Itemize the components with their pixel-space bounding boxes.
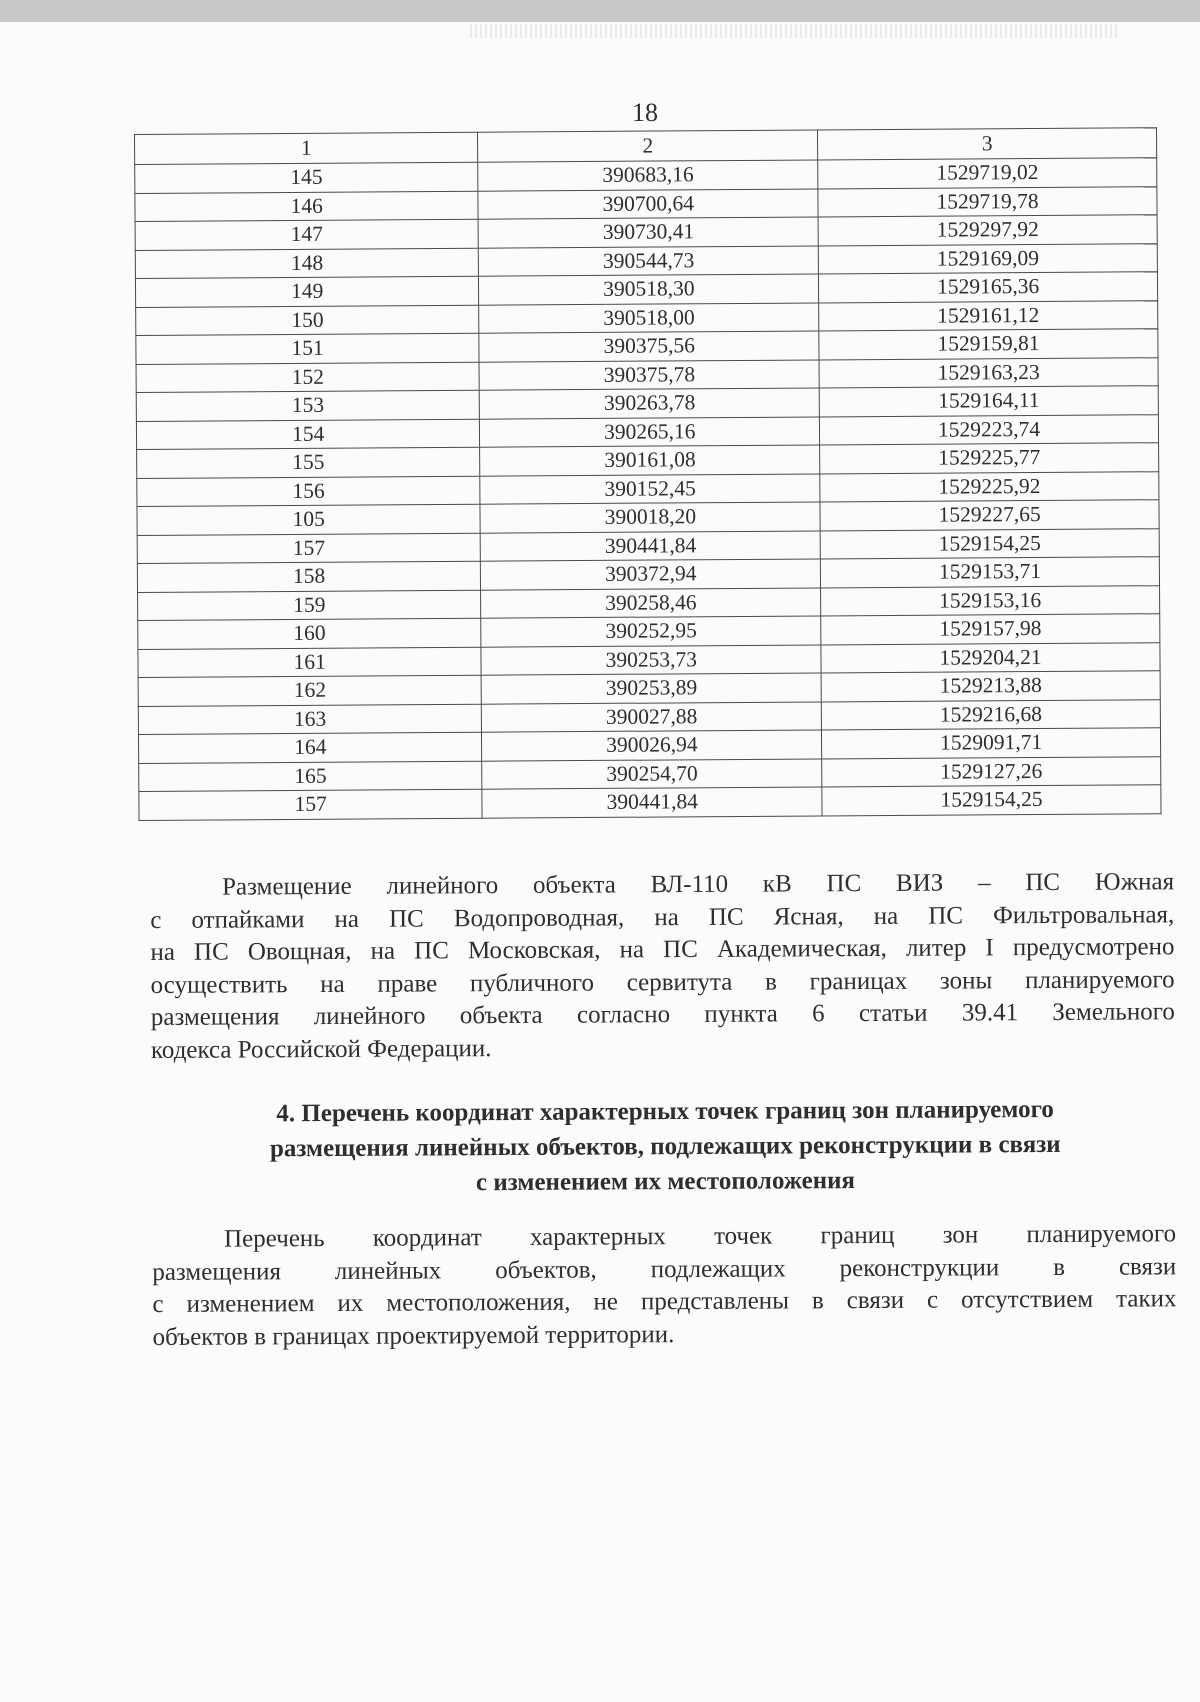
coordinate-x-cell: 390375,56	[479, 331, 819, 362]
column-header-1: 1	[135, 132, 479, 164]
coordinate-x-cell: 390258,46	[481, 587, 821, 618]
coordinate-x-cell: 390544,73	[479, 245, 819, 276]
point-number-cell: 162	[138, 675, 482, 706]
coordinate-y-cell: 1529719,02	[818, 158, 1157, 189]
paragraph-line: объектов в границах проектируемой территории.	[152, 1320, 675, 1351]
coordinate-x-cell: 390518,00	[479, 302, 819, 333]
point-number-cell: 157	[139, 789, 483, 820]
coordinate-y-cell: 1529169,09	[818, 243, 1157, 274]
point-number-cell: 164	[138, 732, 482, 763]
table-row	[139, 785, 1161, 820]
coordinates-table	[134, 127, 1162, 820]
heading-line: 4. Перечень координат характерных точек границ зон планируемого	[276, 1095, 1054, 1128]
coordinate-y-cell: 1529297,92	[818, 215, 1157, 246]
paragraph-line: с отпайками на ПС Водопроводная, на ПС Ясная, на ПС Фильтровальная,	[150, 900, 1175, 934]
point-number-cell: 146	[135, 191, 479, 222]
coordinate-y-cell: 1529164,11	[819, 386, 1158, 417]
coordinate-x-cell: 390372,94	[481, 559, 821, 590]
point-number-cell: 105	[137, 504, 481, 535]
paragraph-list-not-presented	[152, 1218, 1177, 1354]
coordinate-y-cell: 1529165,36	[819, 272, 1158, 303]
coordinate-x-cell: 390152,45	[480, 473, 820, 504]
coordinate-y-cell: 1529225,77	[820, 443, 1159, 474]
coordinate-y-cell: 1529157,98	[821, 614, 1160, 645]
paragraph-line: размещения линейных объектов, подлежащих реконструкции в связи	[152, 1252, 1177, 1286]
paragraph-line: на ПС Овощная, на ПС Московская, на ПС Академическая, литер I предусмотрено	[150, 933, 1175, 966]
coordinate-y-cell: 1529159,81	[819, 329, 1158, 360]
coordinate-y-cell: 1529204,21	[821, 642, 1160, 673]
coordinate-y-cell: 1529213,88	[821, 671, 1160, 702]
coordinate-x-cell: 390265,16	[480, 416, 820, 447]
coordinate-y-cell: 1529154,25	[820, 528, 1159, 559]
section-4-heading	[150, 1091, 1181, 1202]
coordinate-x-cell: 390253,73	[481, 644, 821, 675]
coordinate-x-cell: 390254,70	[482, 758, 822, 789]
point-number-cell: 165	[139, 761, 483, 792]
paragraph-placement	[150, 866, 1175, 1067]
column-header-2: 2	[478, 130, 818, 162]
paragraph-line: осуществить на праве публичного сервитута в границах зоны планируемого	[150, 965, 1175, 999]
point-number-cell: 148	[135, 248, 479, 279]
coordinate-x-cell: 390026,94	[482, 730, 822, 761]
paragraph-line: Перечень координат характерных точек границ зон планируемого	[224, 1220, 1177, 1253]
scan-edge	[0, 0, 1200, 22]
point-number-cell: 157	[137, 533, 481, 564]
point-number-cell: 147	[135, 219, 479, 250]
coordinate-y-cell: 1529163,23	[819, 357, 1158, 388]
coordinate-y-cell: 1529225,92	[820, 471, 1159, 502]
paragraph-line: кодекса Российской Федерации.	[150, 1034, 492, 1064]
coordinate-y-cell: 1529227,65	[820, 500, 1159, 531]
point-number-cell: 145	[135, 162, 479, 193]
point-number-cell: 159	[138, 590, 482, 621]
coordinate-y-cell: 1529719,78	[818, 186, 1157, 217]
coordinate-y-cell: 1529161,12	[819, 300, 1158, 331]
coordinate-x-cell: 390518,30	[479, 274, 819, 305]
scan-noise	[470, 24, 1120, 38]
coordinate-x-cell: 390730,41	[478, 217, 818, 248]
coordinate-x-cell: 390018,20	[480, 502, 820, 533]
paragraph-line: Размещение линейного объекта ВЛ-110 кВ ПС ВИЗ – ПС Южная	[222, 868, 1175, 901]
coordinate-y-cell: 1529223,74	[820, 414, 1159, 445]
point-number-cell: 155	[137, 447, 481, 478]
coordinate-y-cell: 1529154,25	[822, 785, 1161, 816]
coordinate-x-cell: 390375,78	[479, 359, 819, 390]
coordinate-x-cell: 390253,89	[482, 673, 822, 704]
coordinate-y-cell: 1529127,26	[822, 756, 1161, 787]
point-number-cell: 163	[138, 704, 482, 735]
point-number-cell: 153	[136, 390, 480, 421]
paragraph-line: с изменением их местоположения, не представлены в связи с отсутствием таких	[152, 1285, 1177, 1318]
heading-line: с изменением их местоположения	[475, 1167, 856, 1197]
coordinate-y-cell: 1529216,68	[821, 699, 1160, 730]
coordinate-y-cell: 1529091,71	[822, 728, 1161, 759]
point-number-cell: 154	[136, 419, 480, 450]
page-number: 18	[632, 98, 658, 127]
point-number-cell: 161	[138, 647, 482, 678]
point-number-cell: 149	[135, 276, 479, 307]
coordinate-x-cell: 390441,84	[481, 530, 821, 561]
coordinate-x-cell: 390263,78	[480, 388, 820, 419]
heading-line: размещения линейных объектов, подлежащих реконструкции в связи	[269, 1130, 1061, 1163]
coordinate-x-cell: 390252,95	[481, 616, 821, 647]
coordinate-x-cell: 390441,84	[482, 787, 822, 818]
paragraph-line: размещения линейного объекта согласно пункта 6 статьи 39.41 Земельного	[150, 998, 1175, 1031]
point-number-cell: 158	[137, 561, 481, 592]
coordinate-y-cell: 1529153,71	[821, 557, 1160, 588]
point-number-cell: 152	[136, 362, 480, 393]
point-number-cell: 156	[137, 476, 481, 507]
coordinate-x-cell: 390700,64	[478, 188, 818, 219]
coordinates-table-body	[135, 128, 1162, 820]
point-number-cell: 150	[136, 305, 480, 336]
coordinate-x-cell: 390161,08	[480, 445, 820, 476]
point-number-cell: 160	[138, 618, 482, 649]
point-number-cell: 151	[136, 333, 480, 364]
coordinate-x-cell: 390683,16	[478, 160, 818, 191]
column-header-3: 3	[818, 128, 1157, 160]
coordinate-x-cell: 390027,88	[482, 701, 822, 732]
coordinate-y-cell: 1529153,16	[821, 585, 1160, 616]
